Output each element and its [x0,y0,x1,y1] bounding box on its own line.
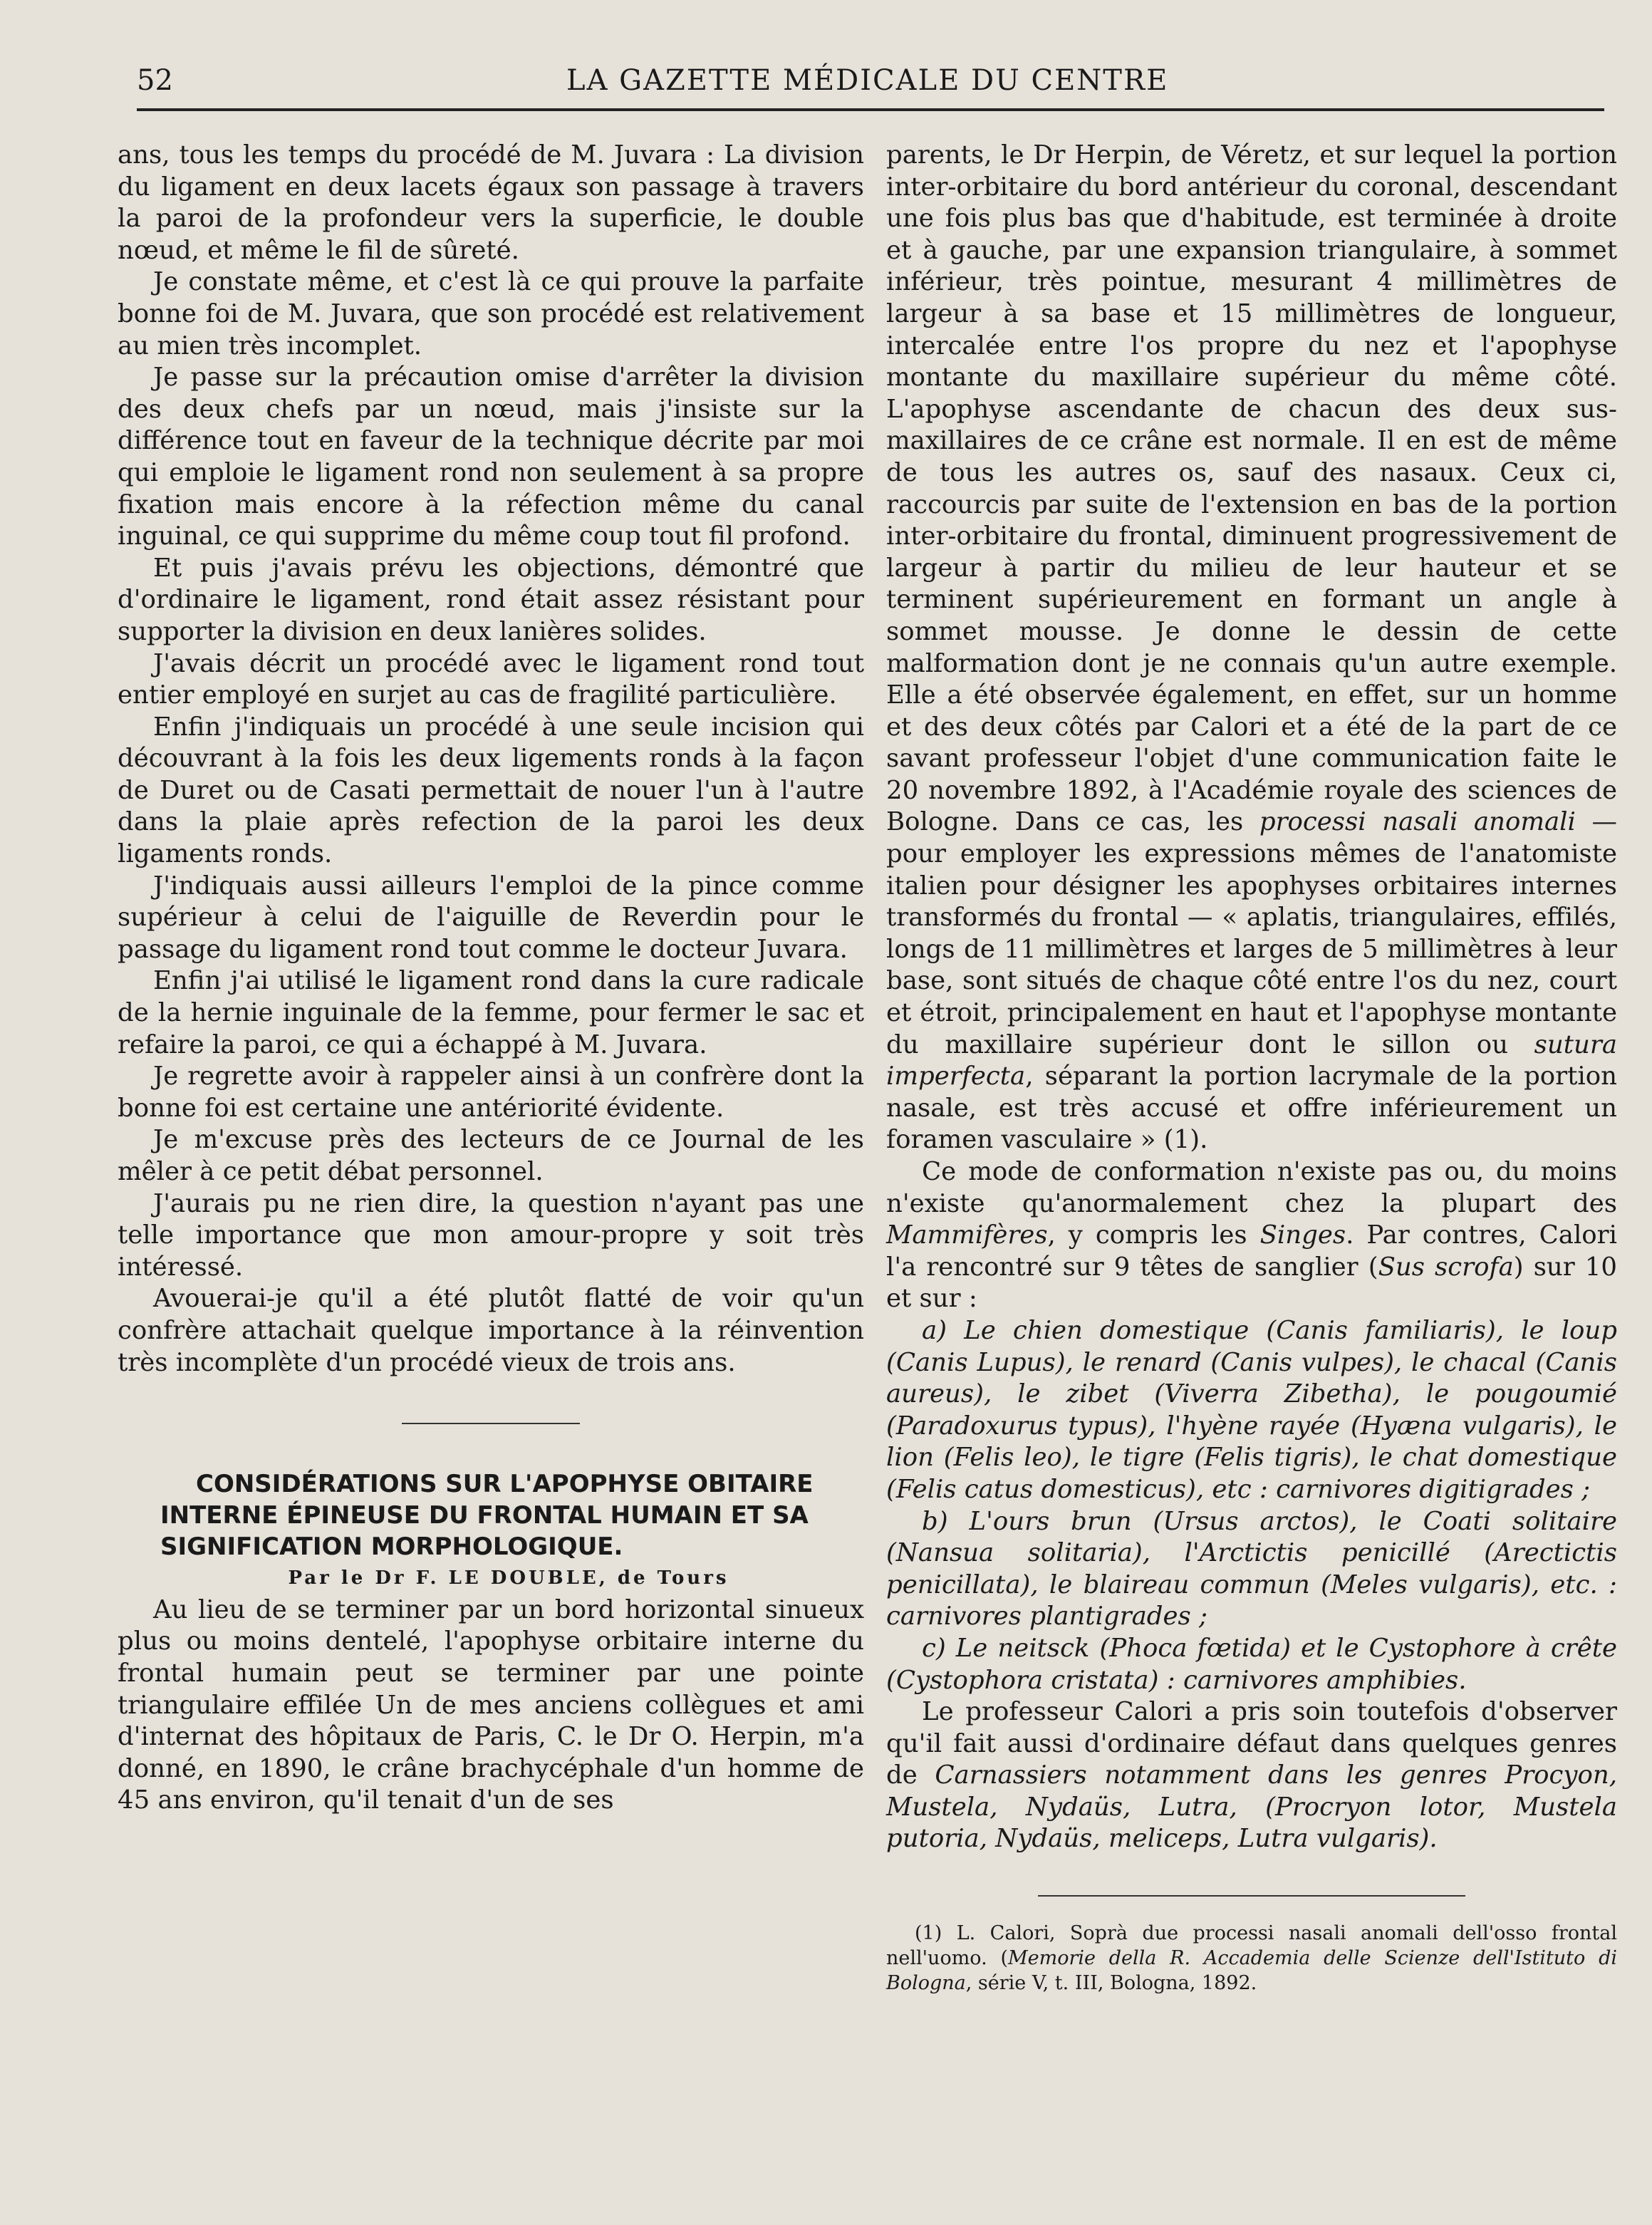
paragraph: parents, le Dr Herpin, de Véretz, et sur lequel la portion inter-orbitaire du bord antérieur du coronal, descendant une fois plus bas que d'habitude, est terminée à droite et à gauche, par une expansion triangulaire, à sommet inférieur, très pointue, mesurant 4 millimètres de largeur à sa base et 15 millimètres de longueur, intercalée entre l'os propre du nez et l'apophyse montante du maxillaire supérieur du même côté. L'apophyse ascendante de chacun des deux sus-maxillaires de ce crâne est normale. Il en est de même de tous les autres os, sauf des nasaux. Ceux ci, raccourcis par suite de l'extension en bas de la portion inter-orbitaire du frontal, diminuent progressivement de largeur à partir du milieu de leur hauteur et se terminent supérieurement en formant un angle à sommet mousse. Je donne le dessin de cette malformation dont je ne connais qu'un autre exemple. Elle a été observée également, en effet, sur un homme et des deux côtés par Calori et a été de la part de ce savant professeur l'objet d'une communication faite le 20 novembre 1892, à l'Académie royale des sciences de Bologne. Dans ce cas, les processi nasali anomali — pour employer les expressions mêmes de l'anatomiste italien pour désigner les apophyses orbitaires internes transformés du frontal — « aplatis, triangulaires, effilés, longs de 11 millimètres et larges de 5 millimètres à leur base, sont situés de chaque côté entre l'os du nez, court et étroit, principalement en haut et l'apophyse montante du maxillaire supérieur dont le sillon ou sutura imperfecta, séparant la portion lacrymale de la portion nasale, est très accusé et offre inférieurement un foramen vasculaire » (1). [886,140,1617,1155]
list-item: b) L'ours brun (Ursus arctos), le Coati solitaire (Nansua solitaria), l'Arctictis penicillé (Arectictis penicillata), le blaireau commun (Meles vulgaris), etc. : carnivores plantigrades ; [886,1506,1617,1632]
paragraph: Je regrette avoir à rappeler ainsi à un confrère dont la bonne foi est certaine une antériorité évidente. [118,1062,864,1123]
paragraph: J'indiquais aussi ailleurs l'emploi de la pince comme supérieur à celui de l'aiguille de Reverdin pour le passage du ligament rond tout comme le docteur Juvara. [118,871,864,964]
paragraph: Enfin j'ai utilisé le ligament rond dans la cure radicale de la hernie inguinale de la femme, pour fermer le sac et refaire la paroi, ce qui a échappé à M. Juvara. [118,966,864,1059]
running-title: LA GAZETTE MÉDICALE DU CENTRE [566,64,1169,97]
paragraph: Ce mode de conformation n'existe pas ou, du moins n'existe qu'anormalement chez la plupart des Mammifères, y compris les Singes. Par contres, Calori l'a rencontré sur 9 têtes de sanglier (Sus scrofa) sur 10 et sur : [886,1157,1617,1314]
paragraph: Le professeur Calori a pris soin toutefois d'observer qu'il fait aussi d'ordinaire défaut dans quelques genres de Carnassiers notamment dans les genres Procyon, Mustela, Nydaüs, Lutra, (Procryon lotor, Mustela putoria, Nydaüs, meliceps, Lutra vulgaris). [886,1697,1617,1854]
paragraph: Enfin j'indiquais un procédé à une seule incision qui découvrant à la fois les deux ligements ronds à la façon de Duret ou de Casati permettait de nouer l'un à l'autre dans la plaie après refection de la paroi les deux ligaments ronds. [118,712,864,869]
paragraph: Je passe sur la précaution omise d'arrêter la division des deux chefs par un nœud, mais j'insiste sur la différence tout en faveur de la technique décrite par moi qui emploie le ligament rond non seulement à sa propre fixation mais encore à la réfection même du canal inguinal, ce qui supprime du même coup tout fil profond. [118,363,864,551]
header-rule [137,108,1604,111]
latin-term: sutura imperfecta [886,1029,1617,1091]
right-column [886,140,1617,1996]
footnote-rule [1038,1895,1465,1897]
paragraph: Avouerai-je qu'il a été plutôt flatté de voir qu'un confrère attachait quelque importance à la réinvention très incomplète d'un procédé vieux de trois ans. [118,1284,864,1377]
footnote: (1) L. Calori, Soprà due processi nasali anomali dell'osso frontal nell'uomo. (Memorie della R. Accademia delle Scienze dell'Istituto di Bologna, série V, t. III, Bologna, 1892. [886,1922,1617,1995]
paragraph: J'aurais pu ne rien dire, la question n'ayant pas une telle importance que mon amour-propre y soit très intéressé. [118,1188,864,1282]
article-intro: Au lieu de se terminer par un bord horizontal sinueux plus ou moins dentelé, l'apophyse orbitaire interne du frontal humain peut se terminer par une pointe triangulaire effilée Un de mes anciens collègues et ami d'internat des hôpitaux de Paris, C. le Dr O. Herpin, m'a donné, en 1890, le crâne brachycéphale d'un homme de 45 ans environ, qu'il tenait d'un de ses [118,1594,864,1815]
page-number: 52 [137,64,173,97]
paragraph: ans, tous les temps du procédé de M. Juvara : La division du ligament en deux lacets égaux son passage à travers la paroi de la profondeur vers la superficie, le double nœud, et même le fil de sûreté. [118,140,864,265]
paragraph: Je m'excuse près des lecteurs de ce Journal de les mêler à ce petit débat personnel. [118,1125,864,1186]
article-title: CONSIDÉRATIONS SUR L'APOPHYSE OBITAIRE INTERNE ÉPINEUSE DU FRONTAL HUMAIN ET SA SIGNIFICATION MORPHOLOGIQUE. [160,1470,814,1562]
article-byline: Par le Dr F. LE DOUBLE, de Tours [288,1567,729,1589]
list-item: c) Le neitsck (Phoca fœtida) et le Cystophore à crête (Cystophora cristata) : carnivores amphibies. [886,1633,1617,1695]
list-item: a) Le chien domestique (Canis familiaris), le loup (Canis Lupus), le renard (Canis vulpes), le chacal (Canis aureus), le zibet (Viverra Zibetha), le pougoumié (Paradoxurus typus), l'hyène rayée (Hyæna vulgaris), le lion (Felis leo), le tigre (Felis tigris), le chat domestique (Felis catus domesticus), etc : carnivores digitigrades ; [886,1315,1617,1504]
paragraph: J'avais décrit un procédé avec le ligament rond tout entier employé en surjet au cas de fragilité particulière. [118,648,864,710]
latin-term: processi nasali anomali [1259,807,1576,837]
section-separator [402,1423,580,1424]
paragraph: Et puis j'avais prévu les objections, démontré que d'ordinaire le ligament, rond était assez résistant pour supporter la division en deux lanières solides. [118,553,864,646]
paragraph: Je constate même, et c'est là ce qui prouve la parfaite bonne foi de M. Juvara, que son procédé est relativement au mien très incomplet. [118,267,864,361]
left-column [118,140,864,1817]
